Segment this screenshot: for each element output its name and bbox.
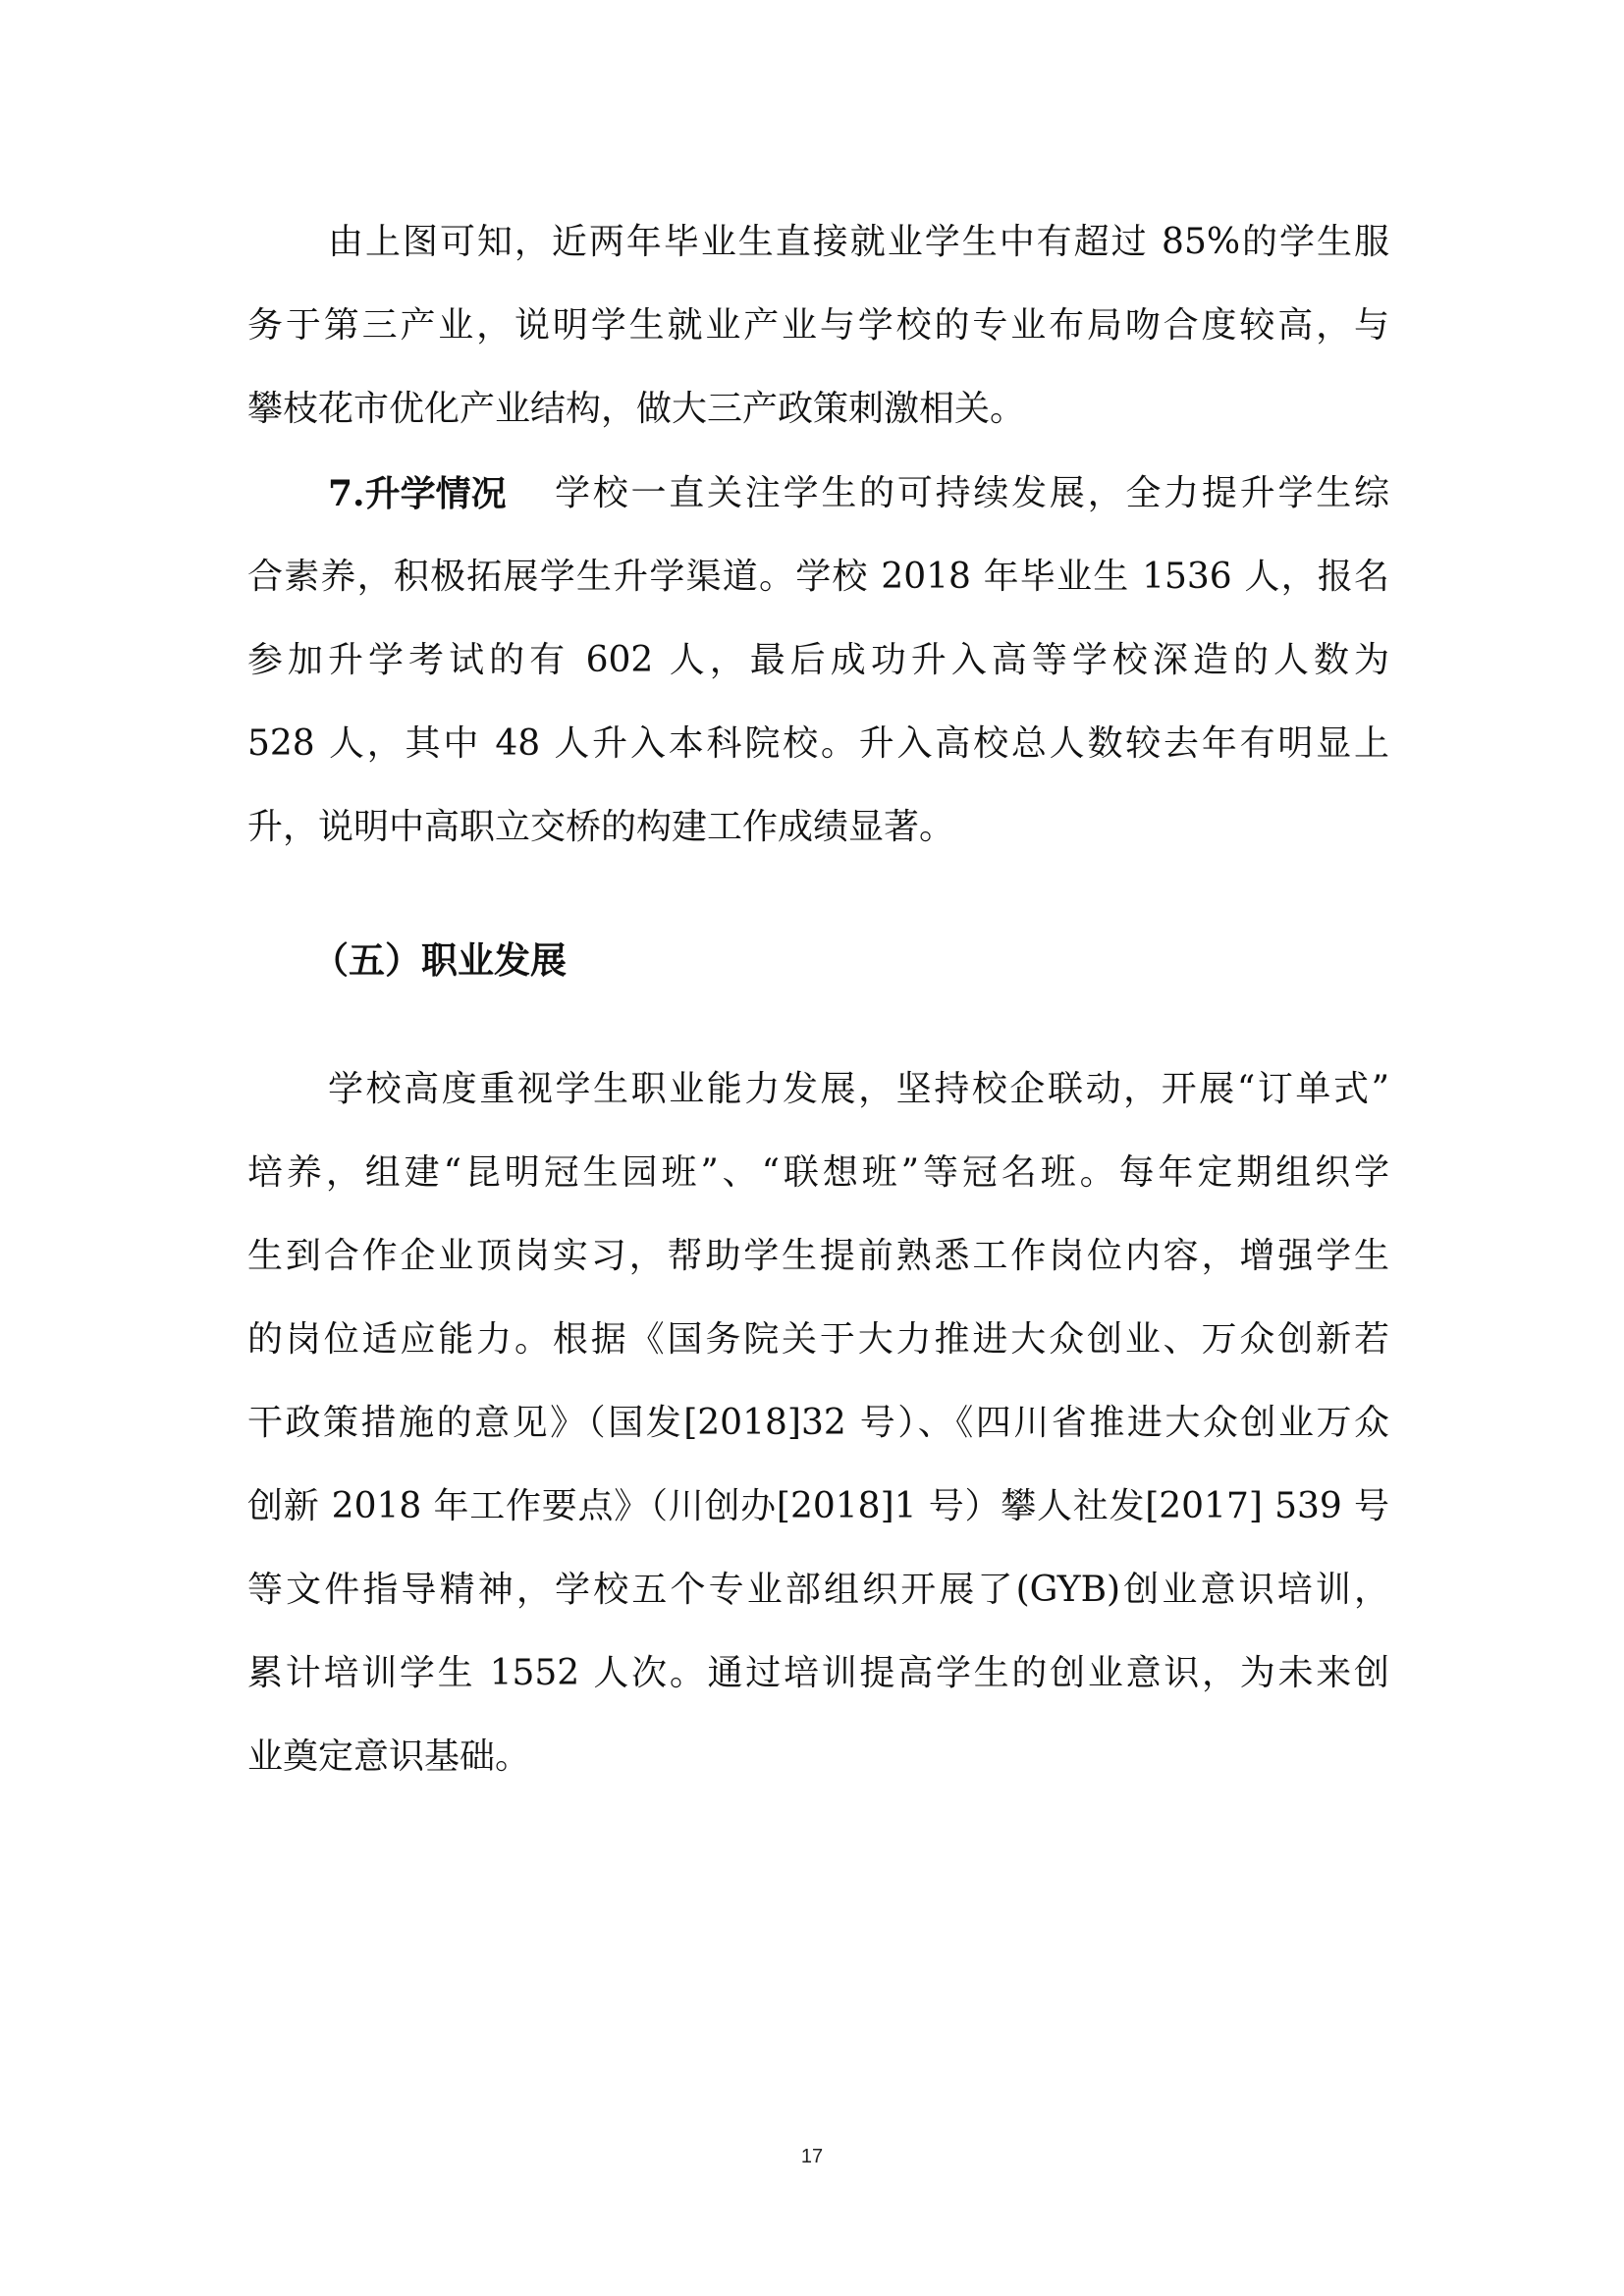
paragraph-3-line-1: 学校高度重视学生职业能力发展，坚持校企联动，开展“订单式” <box>328 1069 1389 1109</box>
paragraph-2-line-2: 合素养，积极拓展学生升学渠道。学校 2018 年毕业生 1536 人，报名 <box>247 557 1389 597</box>
paragraph-3-line-3: 生到合作企业顶岗实习，帮助学生提前熟悉工作岗位内容，增强学生 <box>247 1236 1389 1276</box>
paragraph-3-line-6: 创新 2018 年工作要点》（川创办[2018]1 号）攀人社发[2017] 539 号 <box>247 1486 1389 1526</box>
paragraph-2-line-4: 528 人，其中 48 人升入本科院校。升入高校总人数较去年有明显上 <box>247 723 1389 764</box>
paragraph-1-line-1: 由上图可知，近两年毕业生直接就业学生中有超过 85%的学生服 <box>328 222 1389 262</box>
page-number: 17 <box>800 2146 824 2167</box>
section-heading: （五）职业发展 <box>312 938 567 982</box>
paragraph-3-line-4: 的岗位适应能力。根据《国务院关于大力推进大众创业、万众创新若 <box>247 1319 1389 1360</box>
paragraph-3-line-7: 等文件指导精神，学校五个专业部组织开展了(GYB)创业意识培训， <box>247 1570 1389 1610</box>
paragraph-2-line-1: 学校一直关注学生的可持续发展，全力提升学生综 <box>555 473 1389 513</box>
paragraph-2-line-3: 参加升学考试的有 602 人，最后成功升入高等学校深造的人数为 <box>247 640 1389 680</box>
subsection-title: 7.升学情况 <box>328 473 507 514</box>
paragraph-3-line-2: 培养，组建“昆明冠生园班”、“联想班”等冠名班。每年定期组织学 <box>247 1152 1389 1193</box>
paragraph-3-line-9: 业奠定意识基础。 <box>247 1736 531 1777</box>
paragraph-3-line-8: 累计培训学生 1552 人次。通过培训提高学生的创业意识，为未来创 <box>247 1653 1389 1693</box>
paragraph-1-line-3: 攀枝花市优化产业结构，做大三产政策刺激相关。 <box>247 389 1026 429</box>
paragraph-1-line-2: 务于第三产业，说明学生就业产业与学校的专业布局吻合度较高，与 <box>247 305 1389 346</box>
paragraph-2-line-5: 升，说明中高职立交桥的构建工作成绩显著。 <box>247 807 955 847</box>
paragraph-2-title <box>328 469 507 518</box>
paragraph-3-line-5: 干政策措施的意见》（国发[2018]32 号）、《四川省推进大众创业万众 <box>247 1403 1389 1443</box>
